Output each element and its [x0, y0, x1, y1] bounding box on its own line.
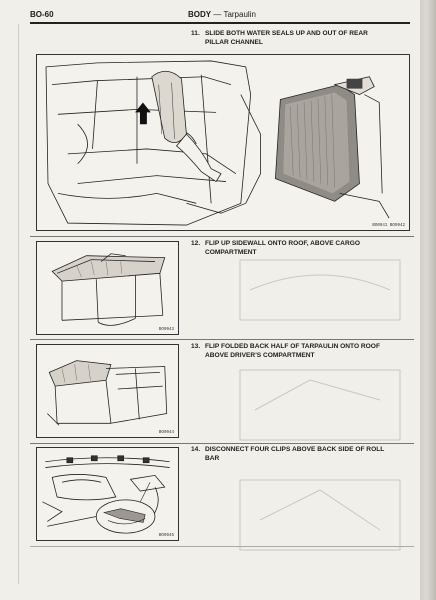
figure-code: BO0944 [158, 431, 174, 435]
binding-margin [18, 24, 19, 584]
section-divider [30, 339, 414, 340]
step-text-line1: SLIDE BOTH WATER SEALS UP AND OUT OF REAR [205, 30, 368, 37]
section-divider [30, 443, 414, 444]
section-name: BODY [188, 10, 212, 19]
step-text-line2: PILLAR CHANNEL [205, 39, 263, 46]
step-text-line1: FLIP FOLDED BACK HALF OF TARPAULIN ONTO ROOF [205, 343, 380, 350]
figure-disconnect-clips [36, 447, 179, 541]
title-dash: — [213, 10, 222, 19]
step-text-line1: DISCONNECT FOUR CLIPS ABOVE BACK SIDE OF ROLL [205, 446, 385, 453]
bottom-divider [30, 546, 414, 547]
step-number: 11. [191, 30, 200, 37]
figure-code: BO0941 BO0942 [372, 224, 405, 228]
step-number: 13. [191, 343, 201, 350]
figure-flip-sidewall [36, 241, 179, 335]
figure-code: BO0945 [158, 534, 174, 538]
figure-code: BO0943 [158, 328, 174, 332]
figure-flip-back-half [36, 344, 179, 438]
section-divider [30, 236, 414, 237]
page-edge-shadow [420, 0, 436, 600]
page-number: BO-60 [30, 10, 54, 19]
step-text-line2: ABOVE DRIVER'S COMPARTMENT [205, 352, 315, 359]
step-text-line2: COMPARTMENT [205, 249, 257, 256]
figure-water-seal [36, 54, 410, 231]
subsection-name: Tarpaulin [223, 10, 256, 19]
back-half-illustration [37, 345, 178, 437]
step-number: 12. [191, 240, 201, 247]
step-13 [191, 343, 421, 361]
step-14 [191, 446, 421, 464]
header-rule [30, 22, 410, 24]
step-number: 14. [191, 446, 201, 453]
step-11 [191, 30, 421, 48]
step-12 [191, 240, 421, 258]
sidewall-illustration [37, 242, 178, 334]
bleed-through-artwork [230, 250, 410, 570]
step-text-line2: BAR [205, 455, 220, 462]
clips-illustration [37, 448, 178, 540]
section-title [188, 10, 256, 19]
step-text-line1: FLIP UP SIDEWALL ONTO ROOF, ABOVE CARGO [205, 240, 360, 247]
water-seal-illustration [37, 55, 409, 230]
